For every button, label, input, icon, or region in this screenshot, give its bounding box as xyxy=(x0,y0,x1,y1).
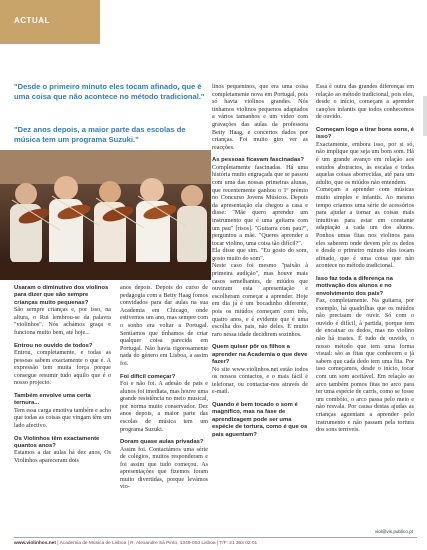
paragraph: Essa é outra das grandes diferenças em relação ao método tradicional, pois eles, desde o início, começam a aprender canções infantis que todos conhecemos de ouvido. xyxy=(316,84,414,121)
paragraph: anos depois. Depois do curso de pedagogia com a Betty Haag fomos convidados para dar aulas na sua Academia em Chicago, onde estivemos um ano, mas sempre com o sonho era voltar a Portugal. Sentíamos que tínhamos de criar qualquer coisa parecida em Portugal. Não havia rigorosamente nada do género em Lisboa, a assim foi. xyxy=(120,285,209,367)
interview-question: Quem quiser pôr os filhos a aprender na Academia o que deve fazer? xyxy=(212,344,308,366)
footer-site-link[interactable]: www.violinhos.net xyxy=(14,541,56,546)
section-tab xyxy=(0,0,100,44)
interview-question: Usaram o diminutivo dos violinos para dizer que são sempre crianças muito pequenas? xyxy=(14,285,109,306)
paragraph: Faz, completamente. Na guitarra, por exemplo, há quadrilhas que os miúdos não precisam de ouvir. Só com o ouvido é difícil, à partida, porque tem de encaixar os dedos, mas no violino não há trastes. É tudo de ouvido, o nosso método que tem uma forma visual: são as fitas que conhecem e já sabem que cada dedo tem uma fita. Por isso começamos, desde o início, tocar com um som aceitável. Em relação ao arco também pomos fitas no arco para ter uma espécie de carris, como se fosse um combóio, o arco passa pelo meio e não resvala. Por causa destas ajudas as crianças aguentam a aprender pelo instrumento e não passam pela tortura dos sons terríveis. xyxy=(316,298,414,434)
paragraph: Ela disse que sim. "Eu gosto do som, gosto muito do som". xyxy=(212,248,308,262)
paragraph: Assim foi. Contactámos uma série de colégios, muitos responderam e foi assim que tudo começou. As apresentações que fizemos foram muito divertidas, porque levámos vio- xyxy=(120,446,208,491)
footer xyxy=(14,541,257,546)
paragraph: Tem essa carga emotiva também e acho que todas as coisas que vingam têm um lado afectivo. xyxy=(14,407,111,429)
interview-question: Foi difícil começar? xyxy=(120,373,176,380)
paragraph: Neste caso foi mesmo "paixão à primeira audição", mas houve mais casos semelhantes, de miúdos que ouviram esta apresentação e escolheram começar a aprender. Hoje em dia já é um bocadinho diferente, pois os miúdos começam com três, quatro anos, e é evidente que é uma escolha dos pais, não deles. É muito raro nessa idade decidirem sozinhos. xyxy=(212,263,308,338)
side-tab xyxy=(423,96,427,136)
article-column-2 xyxy=(120,285,208,492)
violin-children-image xyxy=(0,150,211,280)
interview-question: Doram quase aulas privadas? xyxy=(120,439,204,446)
interview-question: Os Violinhos têm exactamente quantos anos? xyxy=(14,435,100,449)
article-column-1 xyxy=(14,285,111,466)
interview-question: Isso faz toda a diferença na motivação dos alunos e no envolvimento dos pais? xyxy=(316,275,393,297)
paragraph: No site www.violinhos.net estão todos os nossos contactos, e o mais fácil é telefonar, ou contactar-nos através de e-mail. xyxy=(212,366,308,396)
author-signature: viol@vis.publico.pt xyxy=(374,529,413,534)
article-column-4 xyxy=(316,84,414,435)
paragraph: Foi e não foi. A adesão de pais e alunos foi imediata, mas houve uma grande resistência no meio musical, por norma muito conservador. Dez anos depois, a maior parte das escolas de música tem um programa Suzuki. xyxy=(120,380,208,433)
interview-question: Entrou no ouvido de todos? xyxy=(14,342,93,349)
article-column-3 xyxy=(212,84,308,439)
paragraph: Estamos a dar aulas há dez anos, Os Violinhos apareceram dois xyxy=(14,450,111,464)
footer-rule xyxy=(14,537,417,538)
paragraph: São sempre crianças e, por isso, na altura, o Rui lembrou-se da palavra "violinhos". Nós achámos graça e funciona muito bem, até hoje... xyxy=(14,307,111,336)
interview-question: Quando é bem tocado o som é magnífico, mas na fase de aprendizagem pode ser uma espécie de tortura, como é que os pais aguentam? xyxy=(212,402,308,438)
paragraph: Começam a aprender com músicas muito simples e infantis. Ao mesmo tempo criamos uma série de acessórios para ajudar a tornar as coisas mais intuitivas para estar em constante adaptação a cada um dos alunos. Ponhos umas fitas nos violinos para eles saberem onde devem pôr os dedos e desde o primeiro minuto eles tocam afinado, que é uma coisa que não acontece no método tradicional. xyxy=(316,187,414,270)
interview-question: As pessoas ficavam fascinadas? xyxy=(212,157,305,164)
pull-quote-2: "Dez anos depois, a maior parte das escolas de música tem um programa Suzuki." xyxy=(14,125,186,145)
paragraph: Exactamente, embora isso, por si só, não implique que seja um bom som. Há é um grande avanço em relação aos estudos abstractos, às escalas e todas aquelas coisas aborrecidas, até para um adulto, que os miúdos não entendem. xyxy=(316,141,414,186)
paragraph: linos pequeninos, que era uma coisa completamente nova em Portugal, pois só havia violinos grandes. Nós tínhamos violinos pequenos adaptados a vários tamanhos e um vídeo com gravações das aulas da professora Betty Haag, e concertos dados por crianças. Foi muito giro ver as reacções. xyxy=(212,84,308,151)
interview-question: Começam logo a tirar bons sons, é isso? xyxy=(316,126,414,141)
pull-quote-1: "Desde o primeiro minuto eles tocam afinado, que é uma coisa que não acontece no método tradicional." xyxy=(14,82,205,102)
section-label: ACTUAL xyxy=(14,16,50,25)
violin-photo xyxy=(0,150,211,280)
paragraph: Entrou, completamente, e todas as pessoas sabem exactamente o que é. A expressão tem muita força porque consegue resumir tudo aquilo que é o nosso projecto. xyxy=(14,350,111,387)
footer-address: | Academia de Música de Lisboa | R. Alexandre Sá Pinto, 1349-003 Lisboa | T/F: 21 363 02 01 xyxy=(57,541,258,546)
interview-question: Também envolve uma certa ternura... xyxy=(14,392,91,407)
paragraph: Completamente fascinadas. Há uma história muito engraçada que se passou com uma das nossas primeiras alunas, que recentemente ganhou o 1º prémio no Concurso Jovens Músicos. Depois da apresentação ela chegou a casa e disse: "Mãe quero aprender um instrumento que é uma guitarra com um pau" [risos]. "Guitarra com pau?", perguntou a mãe. "Queres aprender a tocar violino, uma coisa tão difícil?". xyxy=(212,164,308,247)
